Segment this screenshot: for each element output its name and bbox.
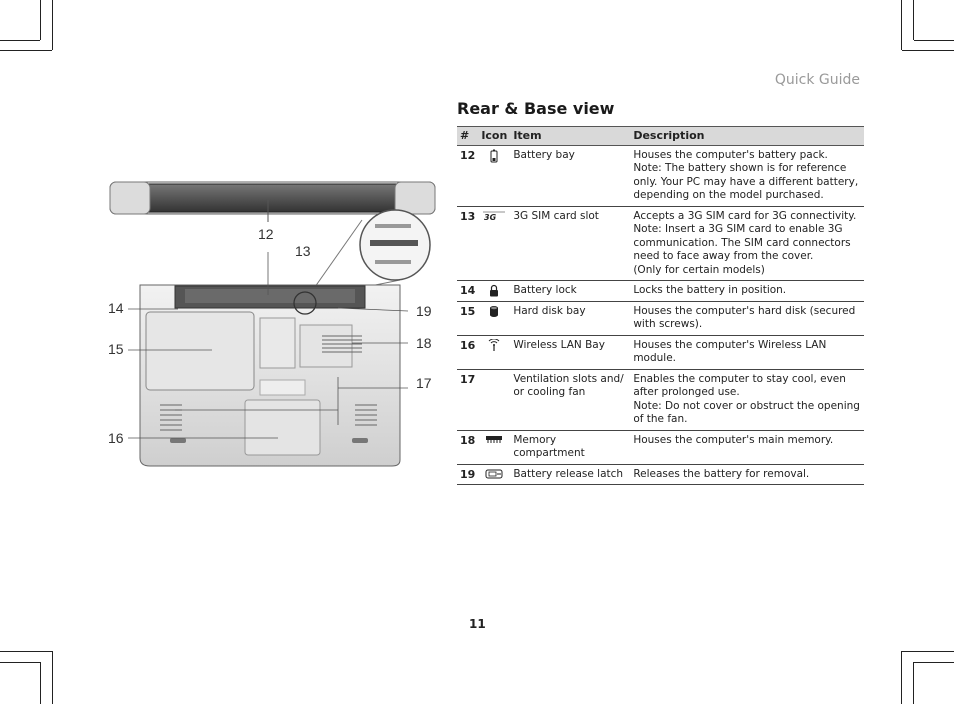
row-number: 18 — [457, 430, 478, 464]
table-header-row — [457, 127, 864, 146]
crop-mark — [913, 0, 914, 40]
crop-mark — [52, 0, 53, 50]
battery-icon — [489, 149, 499, 163]
description-line: Accepts a 3G SIM card for 3G connectivity. — [633, 209, 857, 222]
column-header-item: Item — [510, 127, 630, 146]
crop-mark — [0, 651, 52, 652]
description-line: Houses the computer's Wireless LAN module. — [633, 338, 827, 364]
rear-base-view-table — [457, 126, 864, 485]
svg-text:3G: 3G — [484, 212, 497, 222]
guide-label: Quick Guide — [774, 72, 860, 88]
row-number: 14 — [457, 281, 478, 302]
crop-mark — [52, 651, 53, 704]
row-description — [630, 464, 864, 485]
row-number: 17 — [457, 369, 478, 430]
crop-mark — [902, 50, 954, 51]
memory-icon — [485, 434, 503, 444]
description-line: Releases the battery for removal. — [633, 467, 810, 480]
row-item: Battery bay — [510, 145, 630, 206]
column-header-number: # — [457, 127, 478, 146]
row-number: 13 — [457, 206, 478, 281]
3g-icon — [483, 210, 505, 222]
table-row — [457, 369, 864, 430]
crop-mark — [901, 0, 902, 50]
callout-16: 16 — [108, 430, 124, 446]
callout-17: 17 — [416, 375, 432, 391]
row-description — [630, 335, 864, 369]
row-number: 15 — [457, 301, 478, 335]
row-description — [630, 281, 864, 302]
row-item: Battery lock — [510, 281, 630, 302]
section-title: Rear & Base view — [457, 99, 615, 118]
wireless-icon — [488, 339, 500, 352]
crop-mark — [0, 50, 52, 51]
row-number: 12 — [457, 145, 478, 206]
hard-disk-icon — [489, 305, 499, 318]
callout-19: 19 — [416, 303, 432, 319]
row-item: Battery release latch — [510, 464, 630, 485]
description-line: Locks the battery in position. — [633, 284, 787, 296]
table-row — [457, 430, 864, 464]
table-row — [457, 145, 864, 206]
crop-mark — [0, 662, 40, 663]
description-note: Note: Do not cover or obstruct the opening of the fan. — [633, 399, 860, 425]
callout-18: 18 — [416, 335, 432, 351]
description-line: Houses the computer's hard disk (secured with screws). — [633, 304, 856, 330]
callout-12: 12 — [258, 226, 274, 242]
row-item: Memory compartment — [510, 430, 630, 464]
crop-mark — [902, 651, 954, 652]
row-item: Hard disk bay — [510, 301, 630, 335]
row-item: Wireless LAN Bay — [510, 335, 630, 369]
column-header-icon: Icon — [478, 127, 510, 146]
row-description — [630, 145, 864, 206]
row-description — [630, 369, 864, 430]
crop-mark — [40, 662, 41, 704]
table-row — [457, 281, 864, 302]
crop-mark — [913, 662, 914, 704]
description-note: Note: The battery shown is for reference only. Your PC may have a different battery, depending on the model purchased. — [633, 162, 859, 201]
description-note: (Only for certain models) — [633, 263, 765, 276]
table-row — [457, 464, 864, 485]
description-note: Note: Insert a 3G SIM card to enable 3G communication. The SIM card connectors need to face away from the cover. — [633, 223, 851, 262]
table-row — [457, 301, 864, 335]
crop-mark — [914, 662, 954, 663]
table-row — [457, 206, 864, 281]
column-header-description: Description — [630, 127, 864, 146]
table-row — [457, 335, 864, 369]
crop-mark — [40, 0, 41, 40]
row-item: Ventilation slots and/ or cooling fan — [510, 369, 630, 430]
lock-icon — [489, 284, 499, 297]
description-line: Houses the computer's battery pack. — [633, 148, 828, 161]
crop-mark — [901, 651, 902, 704]
row-description — [630, 430, 864, 464]
description-line: Enables the computer to stay cool, even after prolonged use. — [633, 372, 846, 398]
row-item: 3G SIM card slot — [510, 206, 630, 281]
callout-14: 14 — [108, 300, 124, 316]
crop-mark — [0, 40, 40, 41]
callout-15: 15 — [108, 341, 124, 357]
page-number: 11 — [469, 617, 486, 631]
callout-13: 13 — [295, 243, 311, 259]
row-description — [630, 206, 864, 281]
row-number: 16 — [457, 335, 478, 369]
row-description — [630, 301, 864, 335]
row-number: 19 — [457, 464, 478, 485]
description-line: Houses the computer's main memory. — [633, 433, 834, 446]
crop-mark — [914, 40, 954, 41]
laptop-rear-base-illustration — [100, 170, 445, 470]
battery-release-icon — [485, 468, 503, 480]
